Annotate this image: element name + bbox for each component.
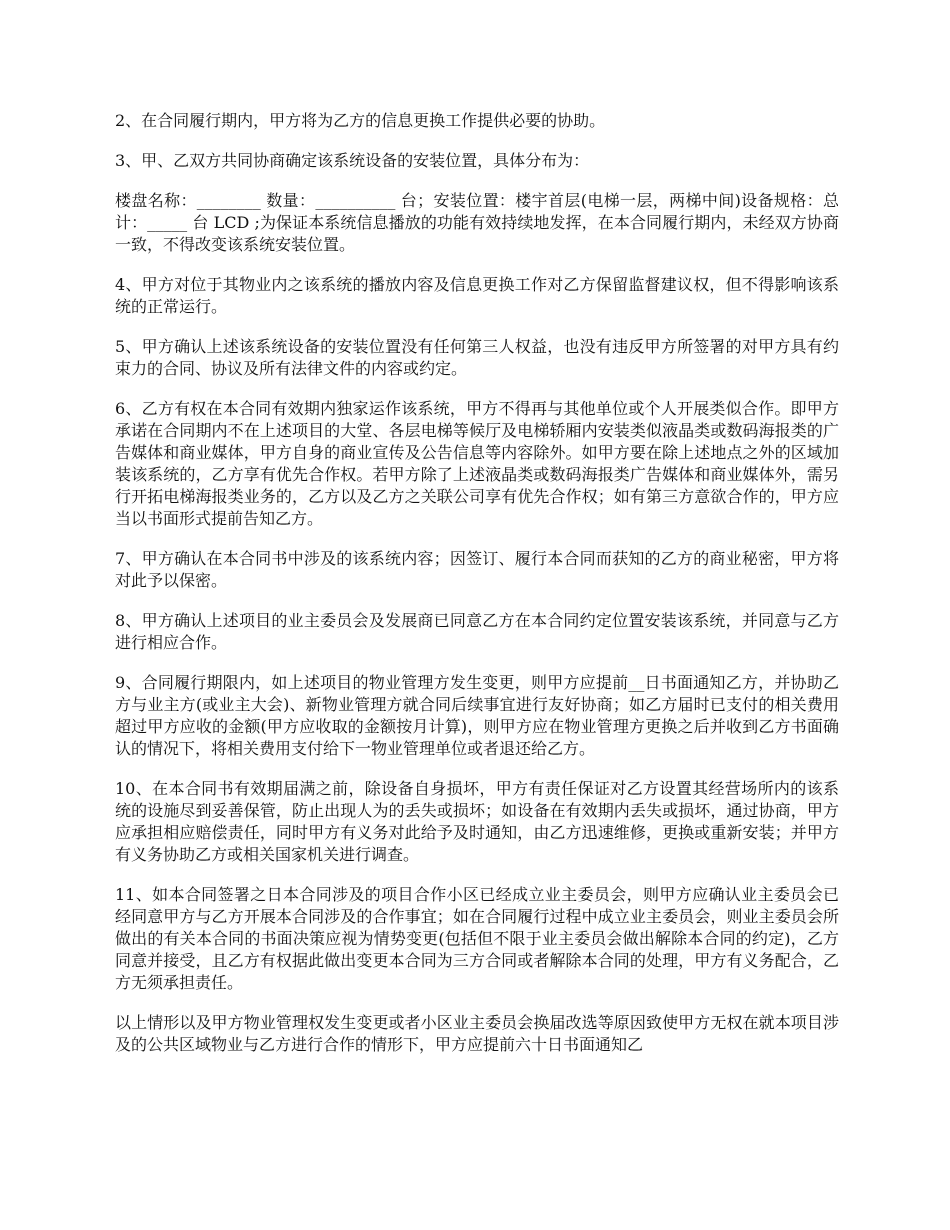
clause-10: 10、在本合同书有效期届满之前，除设备自身损坏，甲方有责任保证对乙方设置其经营场所内的该系统的设施尽到妥善保管，防止出现人为的丢失或损坏；如设备在有效期内丢失或损坏，通过协商，甲方应承担相应赔偿责任，同时甲方有义务对此给予及时通知，由乙方迅速维修，更换或重新安装；并甲方有义务协助乙方或相关国家机关进行调查。 — [115, 779, 839, 864]
clause-6: 6、乙方有权在本合同有效期内独家运作该系统，甲方不得再与其他单位或个人开展类似合作。即甲方承诺在合同期内不在上述项目的大堂、各层电梯等候厅及电梯轿厢内安装类似液晶类或数码海报类的广告媒体和商业媒体，甲方自身的商业宣传及公告信息等内容除外。如甲方要在除上述地点之外的区域加装该系统的，乙方享有优先合作权。若甲方除了上述液晶类或数码海报类广告媒体和商业媒体外，需另行开拓电梯海报类业务的，乙方以及乙方之关联公司享有优先合作权；如有第三方意欲合作的，甲方应当以书面形式提前告知乙方。 — [115, 399, 839, 528]
clause-7: 7、甲方确认在本合同书中涉及的该系统内容；因签订、履行本合同而获知的乙方的商业秘密，甲方将对此予以保密。 — [115, 549, 839, 590]
clause-3: 3、甲、乙双方共同协商确定该系统设备的安装位置，具体分布为： — [115, 151, 590, 170]
clause-2: 2、在合同履行期内，甲方将为乙方的信息更换工作提供必要的协助。 — [115, 111, 606, 130]
closing-paragraph: 以上情形以及甲方物业管理权发生变更或者小区业主委员会换届改选等原因致使甲方无权在就本项目涉及的公共区域物业与乙方进行合作的情形下，甲方应提前六十日书面通知乙 — [115, 1013, 839, 1054]
installation-details: 楼盘名称：________ 数量：__________ 台；安装位置：楼宇首层(电梯一层，两梯中间)设备规格：总计：_____ 台 LCD ;为保证本系统信息播放的功能有效持续地发挥，在本合同履行期内，未经双方协商一致，不得改变该系统安装位置。 — [115, 191, 839, 254]
clause-9: 9、合同履行期限内，如上述项目的物业管理方发生变更，则甲方应提前__日书面通知乙方，并协助乙方与业主方(或业主大会)、新物业管理方就合同后续事宜进行友好协商；如乙方届时已支付的相关费用超过甲方应收的金额(甲方应收取的金额按月计算)，则甲方应在物业管理方更换之后并收到乙方书面确认的情况下，将相关费用支付给下一物业管理单位或者退还给乙方。 — [115, 673, 839, 758]
clause-4: 4、甲方对位于其物业内之该系统的播放内容及信息更换工作对乙方保留监督建议权，但不得影响该系统的正常运行。 — [115, 275, 839, 316]
clause-8: 8、甲方确认上述项目的业主委员会及发展商已同意乙方在本合同约定位置安装该系统，并同意与乙方进行相应合作。 — [115, 611, 839, 652]
clause-11: 11、如本合同签署之日本合同涉及的项目合作小区已经成立业主委员会，则甲方应确认业主委员会已经同意甲方与乙方开展本合同涉及的合作事宜；如在合同履行过程中成立业主委员会，则业主委员会所做出的有关本合同的书面决策应视为情势变更(包括但不限于业主委员会做出解除本合同的约定)，乙方同意并接受，且乙方有权据此做出变更本合同为三方合同或者解除本合同的处理，甲方有义务配合，乙方无须承担责任。 — [115, 885, 839, 992]
contract-text-body — [115, 110, 839, 1074]
clause-5: 5、甲方确认上述该系统设备的安装位置没有任何第三人权益，也没有违反甲方所签署的对甲方具有约束力的合同、协议及所有法律文件的内容或约定。 — [115, 337, 839, 378]
